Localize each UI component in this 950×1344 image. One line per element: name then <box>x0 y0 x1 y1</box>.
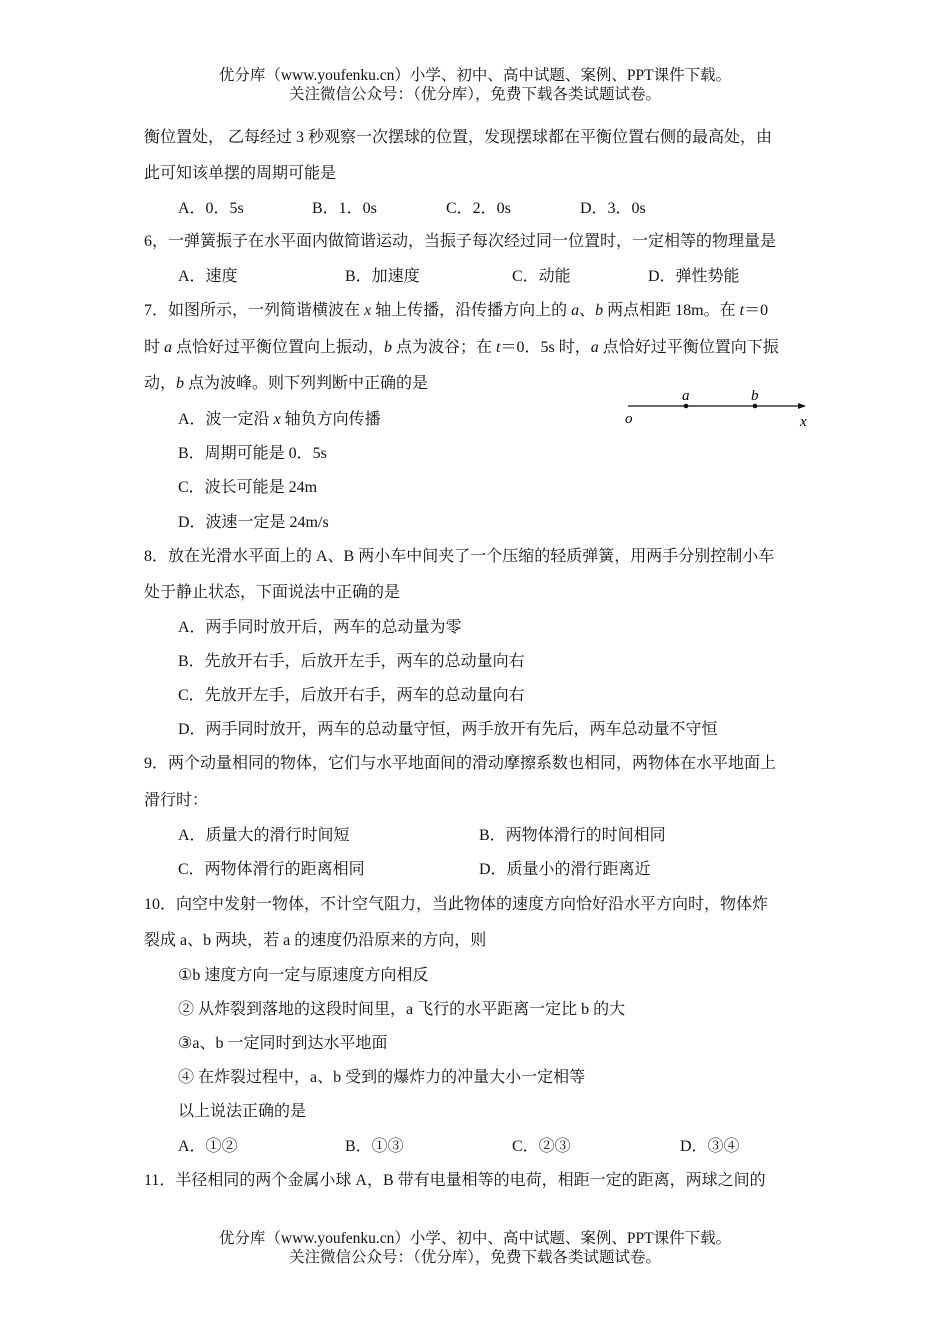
page-footer <box>0 1229 950 1267</box>
q6-option-d: D．弹性势能 <box>648 268 740 285</box>
q10-option-d: D．③④ <box>680 1138 740 1155</box>
q5-cont-line-2: 此可知该单摆的周期可能是 <box>144 165 337 182</box>
q10-option-a: A．①② <box>178 1138 238 1155</box>
q7-option-a: A．波一定沿 x 轴负方向传播 <box>178 411 381 428</box>
q5-option-a: A．0．5s <box>178 200 244 217</box>
q10-prompt: 以上说法正确的是 <box>178 1103 307 1120</box>
q10-stem-line-2: 裂成 a、b 两块，若 a 的速度仍沿原来的方向，则 <box>144 932 487 949</box>
q5-cont-line-1: 衡位置处， 乙每经过 3 秒观察一次摆球的位置，发现摆球都在平衡位置右侧的最高处，由 <box>144 129 773 146</box>
footer-line-2: 关注微信公众号：（优分库），免费下载各类试题试卷。 <box>288 1249 661 1266</box>
q7-stem-line-3: 动，b 点为波峰。则下列判断中正确的是 <box>144 375 429 392</box>
q10-statement-2: ② 从炸裂到落地的这段时间里，a 飞行的水平距离一定比 b 的大 <box>178 1001 626 1018</box>
x-axis-label: x <box>800 414 807 430</box>
q7-option-d: D．波速一定是 24m/s <box>178 514 329 531</box>
q8-option-c: C．先放开左手，后放开右手，两车的总动量向右 <box>178 687 525 704</box>
q8-option-a: A．两手同时放开后，两车的总动量为零 <box>178 619 462 636</box>
q10-stem-line-1: 10．向空中发射一物体，不计空气阻力，当此物体的速度方向恰好沿水平方向时，物体炸 <box>144 896 769 913</box>
q9-stem-line-2: 滑行时： <box>144 792 209 809</box>
q8-option-b: B．先放开右手，后放开左手，两车的总动量向右 <box>178 653 525 670</box>
q5-option-b: B．1．0s <box>312 200 377 217</box>
point-a-dot <box>684 404 689 409</box>
q8-stem-line-1: 8．放在光滑水平面上的 A、B 两小车中间夹了一个压缩的轻质弹簧，用两手分别控制小车 <box>144 548 775 565</box>
q7-stem-line-1: 7．如图所示，一列简谐横波在 x 轴上传播，沿传播方向上的 a、b 两点相距 18m。在 t＝0 <box>144 302 769 319</box>
header-line-2: 关注微信公众号：（优分库），免费下载各类试题试卷。 <box>288 86 661 103</box>
point-b-dot <box>753 404 758 409</box>
q8-stem-line-2: 处于静止状态，下面说法中正确的是 <box>144 584 401 601</box>
q6-stem: 6，一弹簧振子在水平面内做简谐运动，当振子每次经过同一位置时，一定相等的物理量是 <box>144 233 777 250</box>
q5-option-d: D．3．0s <box>580 200 646 217</box>
origin-label: o <box>625 411 633 427</box>
q11-stem-line-1: 11．半径相同的两个金属小球 A，B 带有电量相等的电荷，相距一定的距离，两球之间的 <box>144 1172 766 1189</box>
point-a-label: a <box>682 388 690 404</box>
q10-statement-3: ③a、b 一定同时到达水平地面 <box>178 1035 388 1052</box>
q9-option-a: A．质量大的滑行时间短 <box>178 827 350 844</box>
x-axis-arrowhead <box>798 403 806 409</box>
q5-option-c: C．2．0s <box>446 200 511 217</box>
q9-option-c: C．两物体滑行的距离相同 <box>178 861 365 878</box>
q9-stem-line-1: 9．两个动量相同的物体，它们与水平地面间的滑动摩擦系数也相同，两物体在水平地面上 <box>144 755 777 772</box>
q10-option-c: C．②③ <box>512 1138 571 1155</box>
header-line-1: 优分库（www.youfenku.cn）小学、初中、高中试题、案例、PPT课件下载。 <box>218 67 732 84</box>
q7-stem-line-2: 时 a 点恰好过平衡位置向上振动，b 点为波谷；在 t＝0．5s 时，a 点恰好过平衡位置向下振 <box>144 339 779 356</box>
footer-line-1: 优分库（www.youfenku.cn）小学、初中、高中试题、案例、PPT课件下载。 <box>218 1230 732 1247</box>
q7-option-c: C．波长可能是 24m <box>178 479 318 496</box>
q6-option-a: A．速度 <box>178 268 238 285</box>
q9-option-b: B．两物体滑行的时间相同 <box>479 827 666 844</box>
q10-statement-4: ④ 在炸裂过程中，a、b 受到的爆炸力的冲量大小一定相等 <box>178 1069 586 1086</box>
q10-option-b: B．①③ <box>345 1138 404 1155</box>
q9-option-d: D．质量小的滑行距离近 <box>479 861 651 878</box>
q8-option-d: D．两手同时放开，两车的总动量守恒，两手放开有先后，两车总动量不守恒 <box>178 721 718 738</box>
q6-option-c: C．动能 <box>512 268 571 285</box>
q7-option-b: B．周期可能是 0．5s <box>178 445 327 462</box>
wave-axis-figure <box>618 384 818 432</box>
q10-statement-1: ①b 速度方向一定与原速度方向相反 <box>178 967 429 984</box>
q6-option-b: B．加速度 <box>345 268 420 285</box>
page-header <box>0 66 950 104</box>
point-b-label: b <box>751 388 759 404</box>
